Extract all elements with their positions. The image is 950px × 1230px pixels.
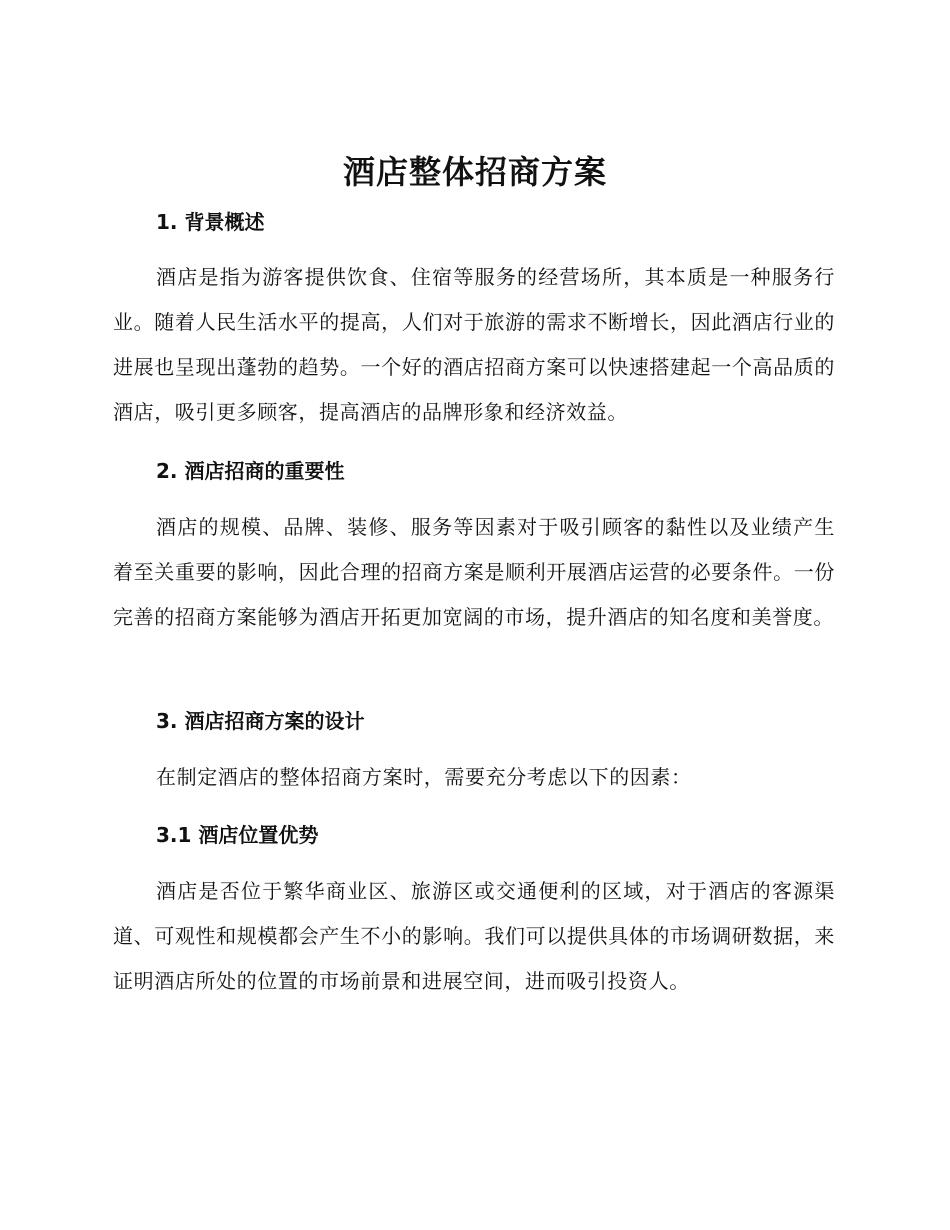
section-heading-background: 1. 背景概述 — [156, 210, 265, 234]
document-title: 酒店整体招商方案 — [342, 153, 607, 191]
section-paragraph-importance: 酒店的规模、品牌、装修、服务等因素对于吸引顾客的黏性以及业绩产生着至关重要的影响，因此合理的招商方案是顺利开展酒店运营的必要条件。一份完善的招商方案能够为酒店开拓更加宽阔的市场，提升酒店的知名度和美誉度。 — [113, 515, 835, 629]
section-heading-importance: 2. 酒店招商的重要性 — [156, 459, 345, 483]
section-heading-design: 3. 酒店招商方案的设计 — [156, 709, 365, 733]
section-heading-location: 3.1 酒店位置优势 — [156, 823, 319, 847]
section-paragraph-location: 酒店是否位于繁华商业区、旅游区或交通便利的区域，对于酒店的客源渠道、可观性和规模都会产生不小的影响。我们可以提供具体的市场调研数据，来证明酒店所处的位置的市场前景和进展空间，进而吸引投资人。 — [113, 879, 835, 993]
section-paragraph-background: 酒店是指为游客提供饮食、住宿等服务的经营场所，其本质是一种服务行业。随着人民生活水平的提高，人们对于旅游的需求不断增长，因此酒店行业的进展也呈现出蓬勃的趋势。一个好的酒店招商方案可以快速搭建起一个高品质的酒店，吸引更多顾客，提高酒店的品牌形象和经济效益。 — [113, 265, 835, 424]
section-paragraph-design: 在制定酒店的整体招商方案时，需要充分考虑以下的因素： — [156, 765, 692, 789]
